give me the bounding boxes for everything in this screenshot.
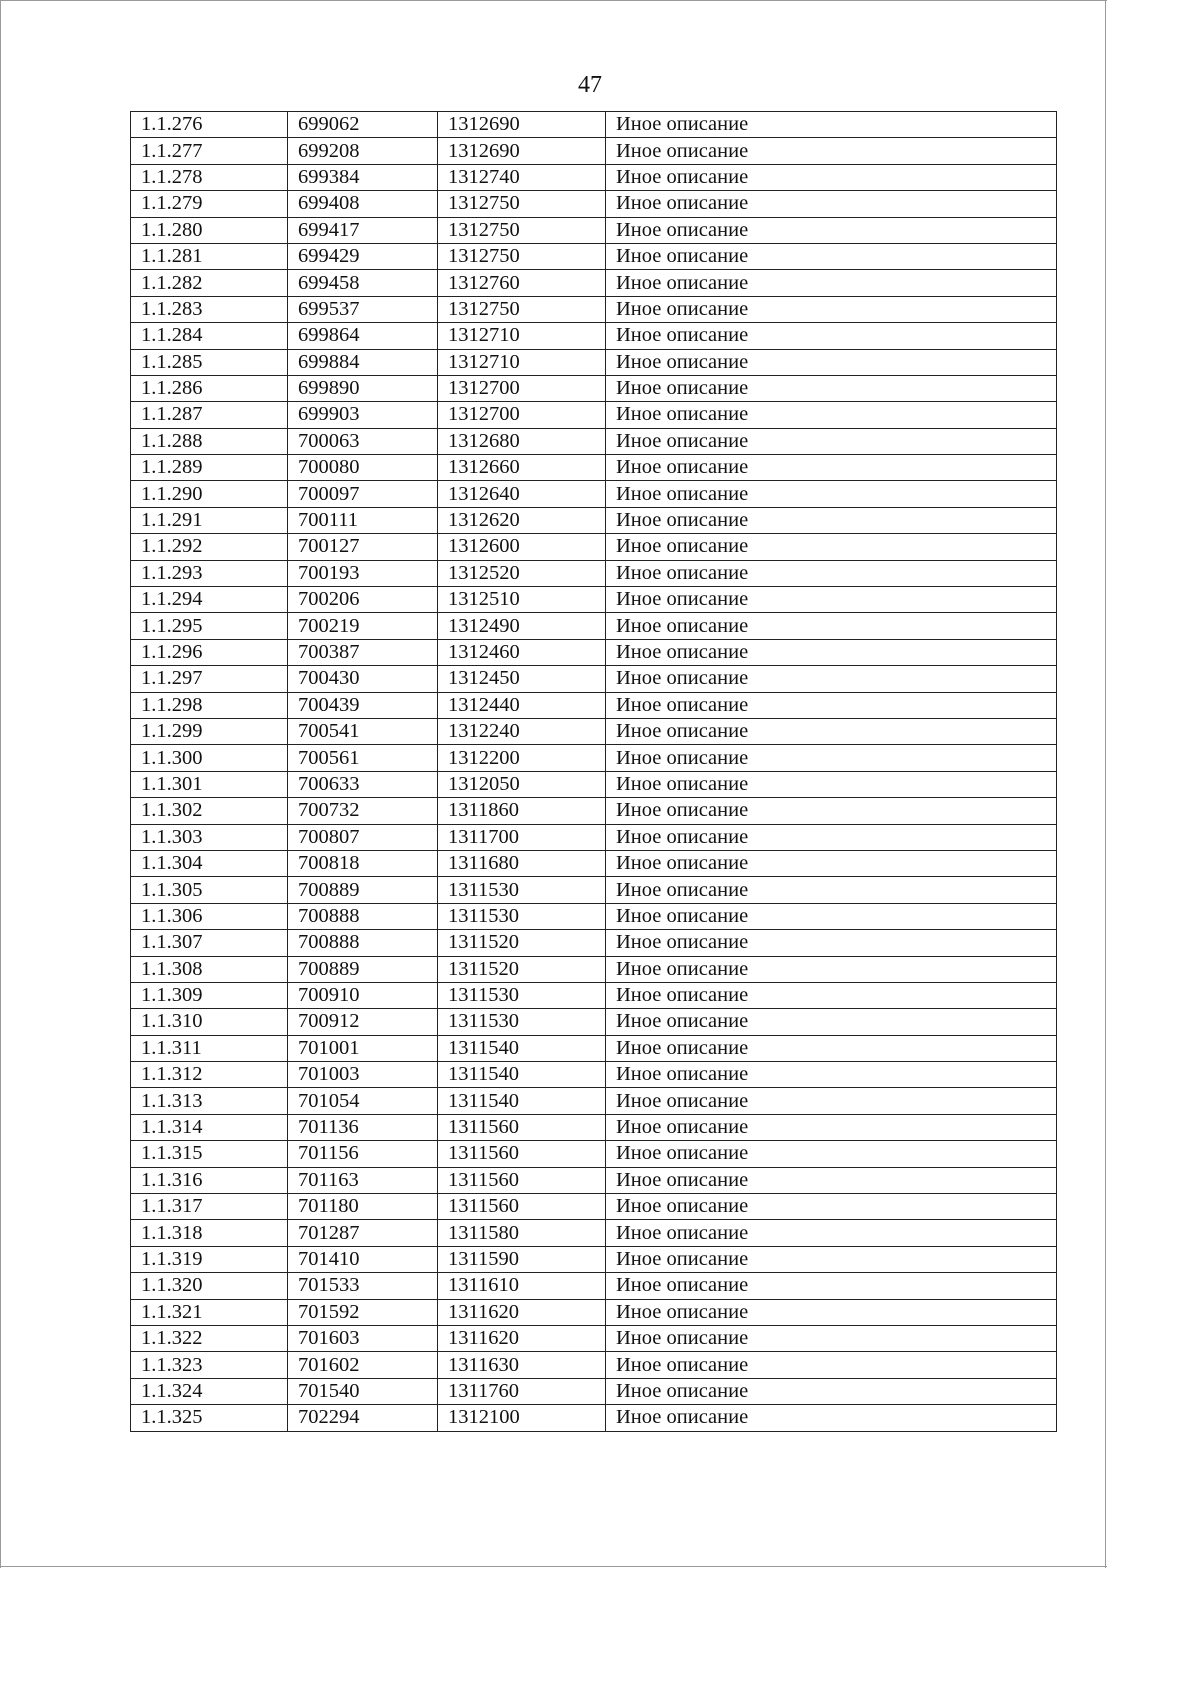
y-coordinate-cell: 1312520 bbox=[438, 560, 606, 586]
description-cell: Иное описание bbox=[606, 349, 1057, 375]
table-row bbox=[131, 164, 1057, 190]
point-number-cell: 1.1.325 bbox=[131, 1405, 288, 1431]
top-scan-edge bbox=[0, 0, 1107, 1]
y-coordinate-cell: 1311540 bbox=[438, 1088, 606, 1114]
y-coordinate-cell: 1311520 bbox=[438, 956, 606, 982]
table-row bbox=[131, 270, 1057, 296]
description-cell: Иное описание bbox=[606, 1114, 1057, 1140]
description-cell: Иное описание bbox=[606, 1141, 1057, 1167]
point-number-cell: 1.1.282 bbox=[131, 270, 288, 296]
x-coordinate-cell: 700080 bbox=[288, 455, 438, 481]
y-coordinate-cell: 1311560 bbox=[438, 1141, 606, 1167]
x-coordinate-cell: 700193 bbox=[288, 560, 438, 586]
point-number-cell: 1.1.283 bbox=[131, 296, 288, 322]
table-row bbox=[131, 692, 1057, 718]
description-cell: Иное описание bbox=[606, 1009, 1057, 1035]
description-cell: Иное описание bbox=[606, 877, 1057, 903]
description-cell: Иное описание bbox=[606, 982, 1057, 1008]
point-number-cell: 1.1.293 bbox=[131, 560, 288, 586]
table-row bbox=[131, 296, 1057, 322]
x-coordinate-cell: 700889 bbox=[288, 956, 438, 982]
point-number-cell: 1.1.277 bbox=[131, 138, 288, 164]
y-coordinate-cell: 1312240 bbox=[438, 718, 606, 744]
description-cell: Иное описание bbox=[606, 323, 1057, 349]
y-coordinate-cell: 1312640 bbox=[438, 481, 606, 507]
x-coordinate-cell: 701001 bbox=[288, 1035, 438, 1061]
y-coordinate-cell: 1311630 bbox=[438, 1352, 606, 1378]
x-coordinate-cell: 701533 bbox=[288, 1273, 438, 1299]
y-coordinate-cell: 1312200 bbox=[438, 745, 606, 771]
point-number-cell: 1.1.279 bbox=[131, 191, 288, 217]
description-cell: Иное описание bbox=[606, 296, 1057, 322]
table-row bbox=[131, 824, 1057, 850]
point-number-cell: 1.1.278 bbox=[131, 164, 288, 190]
point-number-cell: 1.1.314 bbox=[131, 1114, 288, 1140]
y-coordinate-cell: 1312700 bbox=[438, 402, 606, 428]
description-cell: Иное описание bbox=[606, 1035, 1057, 1061]
table-row bbox=[131, 850, 1057, 876]
description-cell: Иное описание bbox=[606, 112, 1057, 138]
description-cell: Иное описание bbox=[606, 481, 1057, 507]
description-cell: Иное описание bbox=[606, 771, 1057, 797]
description-cell: Иное описание bbox=[606, 1325, 1057, 1351]
y-coordinate-cell: 1311560 bbox=[438, 1194, 606, 1220]
table-row bbox=[131, 930, 1057, 956]
point-number-cell: 1.1.301 bbox=[131, 771, 288, 797]
y-coordinate-cell: 1311580 bbox=[438, 1220, 606, 1246]
x-coordinate-cell: 700633 bbox=[288, 771, 438, 797]
left-scan-edge bbox=[0, 0, 1, 1568]
y-coordinate-cell: 1312460 bbox=[438, 639, 606, 665]
description-cell: Иное описание bbox=[606, 455, 1057, 481]
x-coordinate-cell: 699537 bbox=[288, 296, 438, 322]
table-row bbox=[131, 1405, 1057, 1431]
point-number-cell: 1.1.320 bbox=[131, 1273, 288, 1299]
x-coordinate-cell: 699890 bbox=[288, 375, 438, 401]
x-coordinate-cell: 701180 bbox=[288, 1194, 438, 1220]
description-cell: Иное описание bbox=[606, 718, 1057, 744]
y-coordinate-cell: 1311610 bbox=[438, 1273, 606, 1299]
y-coordinate-cell: 1312690 bbox=[438, 138, 606, 164]
table-row bbox=[131, 956, 1057, 982]
point-number-cell: 1.1.292 bbox=[131, 534, 288, 560]
x-coordinate-cell: 699903 bbox=[288, 402, 438, 428]
y-coordinate-cell: 1311530 bbox=[438, 903, 606, 929]
table-row bbox=[131, 560, 1057, 586]
x-coordinate-cell: 701410 bbox=[288, 1246, 438, 1272]
table-row bbox=[131, 112, 1057, 138]
x-coordinate-cell: 700387 bbox=[288, 639, 438, 665]
table-row bbox=[131, 481, 1057, 507]
y-coordinate-cell: 1311520 bbox=[438, 930, 606, 956]
description-cell: Иное описание bbox=[606, 1062, 1057, 1088]
point-number-cell: 1.1.280 bbox=[131, 217, 288, 243]
description-cell: Иное описание bbox=[606, 850, 1057, 876]
table-row bbox=[131, 534, 1057, 560]
y-coordinate-cell: 1311530 bbox=[438, 1009, 606, 1035]
x-coordinate-cell: 702294 bbox=[288, 1405, 438, 1431]
point-number-cell: 1.1.290 bbox=[131, 481, 288, 507]
x-coordinate-cell: 700206 bbox=[288, 587, 438, 613]
description-cell: Иное описание bbox=[606, 1378, 1057, 1404]
description-cell: Иное описание bbox=[606, 270, 1057, 296]
table-row bbox=[131, 613, 1057, 639]
point-number-cell: 1.1.295 bbox=[131, 613, 288, 639]
x-coordinate-cell: 699062 bbox=[288, 112, 438, 138]
y-coordinate-cell: 1312600 bbox=[438, 534, 606, 560]
x-coordinate-cell: 700219 bbox=[288, 613, 438, 639]
y-coordinate-cell: 1311700 bbox=[438, 824, 606, 850]
point-number-cell: 1.1.294 bbox=[131, 587, 288, 613]
point-number-cell: 1.1.285 bbox=[131, 349, 288, 375]
x-coordinate-cell: 700732 bbox=[288, 798, 438, 824]
description-cell: Иное описание bbox=[606, 956, 1057, 982]
page-number: 47 bbox=[578, 72, 602, 98]
x-coordinate-cell: 700127 bbox=[288, 534, 438, 560]
point-number-cell: 1.1.313 bbox=[131, 1088, 288, 1114]
point-number-cell: 1.1.287 bbox=[131, 402, 288, 428]
y-coordinate-cell: 1312710 bbox=[438, 349, 606, 375]
description-cell: Иное описание bbox=[606, 507, 1057, 533]
point-number-cell: 1.1.312 bbox=[131, 1062, 288, 1088]
table-row bbox=[131, 639, 1057, 665]
description-cell: Иное описание bbox=[606, 587, 1057, 613]
x-coordinate-cell: 700888 bbox=[288, 930, 438, 956]
coordinates-table bbox=[130, 111, 1057, 1432]
description-cell: Иное описание bbox=[606, 1194, 1057, 1220]
table-row bbox=[131, 1194, 1057, 1220]
point-number-cell: 1.1.289 bbox=[131, 455, 288, 481]
y-coordinate-cell: 1311680 bbox=[438, 850, 606, 876]
description-cell: Иное описание bbox=[606, 798, 1057, 824]
right-scan-edge bbox=[1105, 0, 1106, 1568]
table-row bbox=[131, 349, 1057, 375]
point-number-cell: 1.1.304 bbox=[131, 850, 288, 876]
table-row bbox=[131, 718, 1057, 744]
y-coordinate-cell: 1312750 bbox=[438, 217, 606, 243]
table-row bbox=[131, 1035, 1057, 1061]
x-coordinate-cell: 700889 bbox=[288, 877, 438, 903]
x-coordinate-cell: 700910 bbox=[288, 982, 438, 1008]
y-coordinate-cell: 1312050 bbox=[438, 771, 606, 797]
y-coordinate-cell: 1312700 bbox=[438, 375, 606, 401]
table-row bbox=[131, 402, 1057, 428]
y-coordinate-cell: 1311620 bbox=[438, 1299, 606, 1325]
point-number-cell: 1.1.288 bbox=[131, 428, 288, 454]
table-row bbox=[131, 375, 1057, 401]
y-coordinate-cell: 1312440 bbox=[438, 692, 606, 718]
y-coordinate-cell: 1312760 bbox=[438, 270, 606, 296]
table-row bbox=[131, 1299, 1057, 1325]
y-coordinate-cell: 1311560 bbox=[438, 1114, 606, 1140]
x-coordinate-cell: 701592 bbox=[288, 1299, 438, 1325]
table-row bbox=[131, 798, 1057, 824]
x-coordinate-cell: 699864 bbox=[288, 323, 438, 349]
description-cell: Иное описание bbox=[606, 1167, 1057, 1193]
point-number-cell: 1.1.309 bbox=[131, 982, 288, 1008]
point-number-cell: 1.1.308 bbox=[131, 956, 288, 982]
table-row bbox=[131, 1246, 1057, 1272]
table-row bbox=[131, 982, 1057, 1008]
description-cell: Иное описание bbox=[606, 402, 1057, 428]
x-coordinate-cell: 699458 bbox=[288, 270, 438, 296]
y-coordinate-cell: 1311540 bbox=[438, 1035, 606, 1061]
y-coordinate-cell: 1312100 bbox=[438, 1405, 606, 1431]
table-row bbox=[131, 1062, 1057, 1088]
table-row bbox=[131, 1352, 1057, 1378]
table-row bbox=[131, 191, 1057, 217]
point-number-cell: 1.1.316 bbox=[131, 1167, 288, 1193]
x-coordinate-cell: 700063 bbox=[288, 428, 438, 454]
x-coordinate-cell: 700912 bbox=[288, 1009, 438, 1035]
point-number-cell: 1.1.297 bbox=[131, 666, 288, 692]
table-row bbox=[131, 1141, 1057, 1167]
point-number-cell: 1.1.296 bbox=[131, 639, 288, 665]
description-cell: Иное описание bbox=[606, 138, 1057, 164]
y-coordinate-cell: 1312680 bbox=[438, 428, 606, 454]
point-number-cell: 1.1.323 bbox=[131, 1352, 288, 1378]
description-cell: Иное описание bbox=[606, 903, 1057, 929]
y-coordinate-cell: 1312690 bbox=[438, 112, 606, 138]
x-coordinate-cell: 700111 bbox=[288, 507, 438, 533]
table-row bbox=[131, 1167, 1057, 1193]
table-row bbox=[131, 455, 1057, 481]
description-cell: Иное описание bbox=[606, 217, 1057, 243]
x-coordinate-cell: 700097 bbox=[288, 481, 438, 507]
y-coordinate-cell: 1312510 bbox=[438, 587, 606, 613]
point-number-cell: 1.1.324 bbox=[131, 1378, 288, 1404]
x-coordinate-cell: 699408 bbox=[288, 191, 438, 217]
description-cell: Иное описание bbox=[606, 191, 1057, 217]
table-row bbox=[131, 323, 1057, 349]
description-cell: Иное описание bbox=[606, 1220, 1057, 1246]
point-number-cell: 1.1.321 bbox=[131, 1299, 288, 1325]
description-cell: Иное описание bbox=[606, 534, 1057, 560]
table-row bbox=[131, 243, 1057, 269]
description-cell: Иное описание bbox=[606, 692, 1057, 718]
table-row bbox=[131, 507, 1057, 533]
y-coordinate-cell: 1311760 bbox=[438, 1378, 606, 1404]
description-cell: Иное описание bbox=[606, 639, 1057, 665]
description-cell: Иное описание bbox=[606, 745, 1057, 771]
point-number-cell: 1.1.286 bbox=[131, 375, 288, 401]
description-cell: Иное описание bbox=[606, 930, 1057, 956]
bottom-scan-edge bbox=[0, 1566, 1107, 1567]
x-coordinate-cell: 700541 bbox=[288, 718, 438, 744]
point-number-cell: 1.1.315 bbox=[131, 1141, 288, 1167]
y-coordinate-cell: 1311530 bbox=[438, 982, 606, 1008]
table-row bbox=[131, 771, 1057, 797]
y-coordinate-cell: 1312620 bbox=[438, 507, 606, 533]
table-row bbox=[131, 1220, 1057, 1246]
x-coordinate-cell: 701003 bbox=[288, 1062, 438, 1088]
x-coordinate-cell: 701540 bbox=[288, 1378, 438, 1404]
y-coordinate-cell: 1312450 bbox=[438, 666, 606, 692]
point-number-cell: 1.1.307 bbox=[131, 930, 288, 956]
x-coordinate-cell: 701054 bbox=[288, 1088, 438, 1114]
table-row bbox=[131, 1009, 1057, 1035]
x-coordinate-cell: 699884 bbox=[288, 349, 438, 375]
point-number-cell: 1.1.311 bbox=[131, 1035, 288, 1061]
y-coordinate-cell: 1311860 bbox=[438, 798, 606, 824]
x-coordinate-cell: 700818 bbox=[288, 850, 438, 876]
point-number-cell: 1.1.306 bbox=[131, 903, 288, 929]
x-coordinate-cell: 699208 bbox=[288, 138, 438, 164]
point-number-cell: 1.1.303 bbox=[131, 824, 288, 850]
y-coordinate-cell: 1311530 bbox=[438, 877, 606, 903]
point-number-cell: 1.1.300 bbox=[131, 745, 288, 771]
y-coordinate-cell: 1311540 bbox=[438, 1062, 606, 1088]
description-cell: Иное описание bbox=[606, 164, 1057, 190]
y-coordinate-cell: 1312750 bbox=[438, 243, 606, 269]
description-cell: Иное описание bbox=[606, 1246, 1057, 1272]
x-coordinate-cell: 701602 bbox=[288, 1352, 438, 1378]
description-cell: Иное описание bbox=[606, 243, 1057, 269]
description-cell: Иное описание bbox=[606, 1405, 1057, 1431]
table-row bbox=[131, 428, 1057, 454]
table-row bbox=[131, 1325, 1057, 1351]
coordinates-table-body bbox=[131, 112, 1057, 1432]
point-number-cell: 1.1.284 bbox=[131, 323, 288, 349]
point-number-cell: 1.1.299 bbox=[131, 718, 288, 744]
x-coordinate-cell: 700439 bbox=[288, 692, 438, 718]
table-row bbox=[131, 1273, 1057, 1299]
point-number-cell: 1.1.322 bbox=[131, 1325, 288, 1351]
table-row bbox=[131, 1088, 1057, 1114]
point-number-cell: 1.1.318 bbox=[131, 1220, 288, 1246]
x-coordinate-cell: 700888 bbox=[288, 903, 438, 929]
point-number-cell: 1.1.310 bbox=[131, 1009, 288, 1035]
table-row bbox=[131, 745, 1057, 771]
x-coordinate-cell: 699417 bbox=[288, 217, 438, 243]
y-coordinate-cell: 1311620 bbox=[438, 1325, 606, 1351]
x-coordinate-cell: 700807 bbox=[288, 824, 438, 850]
y-coordinate-cell: 1311560 bbox=[438, 1167, 606, 1193]
table-row bbox=[131, 217, 1057, 243]
table-row bbox=[131, 587, 1057, 613]
y-coordinate-cell: 1312750 bbox=[438, 296, 606, 322]
y-coordinate-cell: 1312750 bbox=[438, 191, 606, 217]
x-coordinate-cell: 701136 bbox=[288, 1114, 438, 1140]
point-number-cell: 1.1.298 bbox=[131, 692, 288, 718]
description-cell: Иное описание bbox=[606, 1299, 1057, 1325]
description-cell: Иное описание bbox=[606, 1352, 1057, 1378]
table-row bbox=[131, 1114, 1057, 1140]
point-number-cell: 1.1.276 bbox=[131, 112, 288, 138]
table-row bbox=[131, 1378, 1057, 1404]
x-coordinate-cell: 700430 bbox=[288, 666, 438, 692]
x-coordinate-cell: 701163 bbox=[288, 1167, 438, 1193]
table-row bbox=[131, 877, 1057, 903]
y-coordinate-cell: 1312660 bbox=[438, 455, 606, 481]
y-coordinate-cell: 1312490 bbox=[438, 613, 606, 639]
x-coordinate-cell: 701156 bbox=[288, 1141, 438, 1167]
x-coordinate-cell: 699384 bbox=[288, 164, 438, 190]
point-number-cell: 1.1.319 bbox=[131, 1246, 288, 1272]
y-coordinate-cell: 1311590 bbox=[438, 1246, 606, 1272]
y-coordinate-cell: 1312710 bbox=[438, 323, 606, 349]
table-row bbox=[131, 903, 1057, 929]
point-number-cell: 1.1.317 bbox=[131, 1194, 288, 1220]
description-cell: Иное описание bbox=[606, 1088, 1057, 1114]
description-cell: Иное описание bbox=[606, 428, 1057, 454]
description-cell: Иное описание bbox=[606, 375, 1057, 401]
point-number-cell: 1.1.305 bbox=[131, 877, 288, 903]
x-coordinate-cell: 701603 bbox=[288, 1325, 438, 1351]
x-coordinate-cell: 700561 bbox=[288, 745, 438, 771]
description-cell: Иное описание bbox=[606, 560, 1057, 586]
x-coordinate-cell: 699429 bbox=[288, 243, 438, 269]
description-cell: Иное описание bbox=[606, 613, 1057, 639]
description-cell: Иное описание bbox=[606, 1273, 1057, 1299]
point-number-cell: 1.1.281 bbox=[131, 243, 288, 269]
table-row bbox=[131, 138, 1057, 164]
point-number-cell: 1.1.302 bbox=[131, 798, 288, 824]
x-coordinate-cell: 701287 bbox=[288, 1220, 438, 1246]
y-coordinate-cell: 1312740 bbox=[438, 164, 606, 190]
point-number-cell: 1.1.291 bbox=[131, 507, 288, 533]
description-cell: Иное описание bbox=[606, 666, 1057, 692]
table-row bbox=[131, 666, 1057, 692]
description-cell: Иное описание bbox=[606, 824, 1057, 850]
